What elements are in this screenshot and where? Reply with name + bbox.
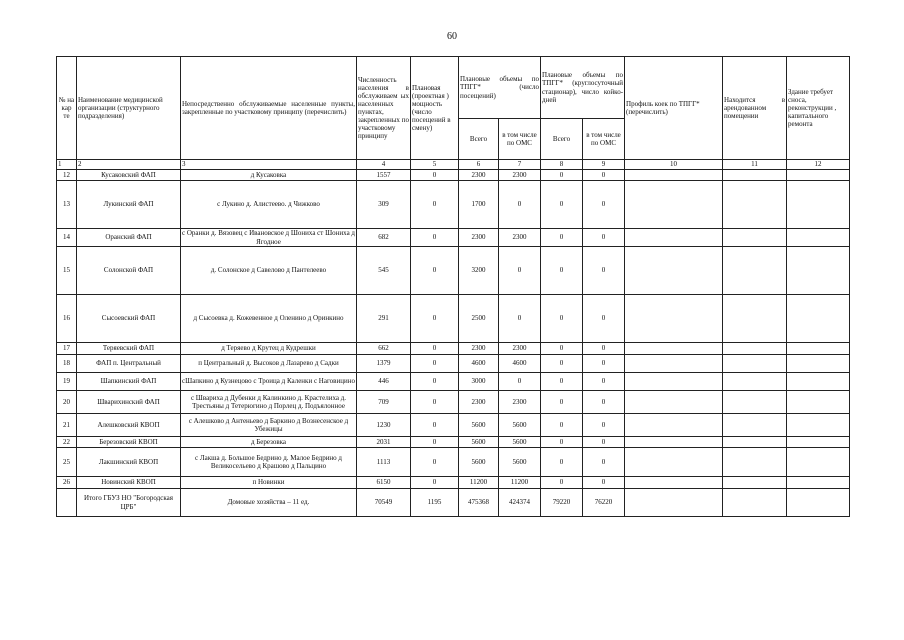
visits-oms: 2300 bbox=[499, 391, 541, 414]
building-condition bbox=[787, 247, 850, 295]
beds-oms: 0 bbox=[583, 477, 625, 489]
visits-oms: 0 bbox=[499, 373, 541, 391]
beds-total: 0 bbox=[541, 229, 583, 247]
beds-total: 0 bbox=[541, 355, 583, 373]
table-row bbox=[57, 343, 850, 355]
beds-oms: 0 bbox=[583, 343, 625, 355]
beds-oms: 0 bbox=[583, 170, 625, 181]
column-number: 10 bbox=[625, 160, 723, 170]
total-points: Домовые хозяйства – 11 ед. bbox=[181, 489, 357, 517]
visits-oms: 2300 bbox=[499, 170, 541, 181]
table-row bbox=[57, 355, 850, 373]
row-number: 26 bbox=[57, 477, 77, 489]
capacity: 0 bbox=[411, 391, 459, 414]
header-building-condition: Здание требует сноса, реконструкции , капитального ремонта bbox=[787, 57, 850, 160]
organization-name: Шапкинский ФАП bbox=[77, 373, 181, 391]
row-number: 21 bbox=[57, 414, 77, 437]
header-number: № на кар те bbox=[57, 57, 77, 160]
settlements: с Лакша д. Большое Бедрино д. Малое Бедрино д Великосельево д Крашово д Пальцино bbox=[181, 448, 357, 477]
beds-total: 0 bbox=[541, 391, 583, 414]
header-planned-bed-days: Плановые объемы по ТПГГ* (круглосуточный стационар), число койко-дней bbox=[541, 57, 625, 119]
visits-total: 1700 bbox=[459, 181, 499, 229]
visits-total: 5600 bbox=[459, 448, 499, 477]
total-row bbox=[57, 489, 850, 517]
beds-oms: 0 bbox=[583, 181, 625, 229]
header-beds-total: Всего bbox=[541, 119, 583, 160]
population: 446 bbox=[357, 373, 411, 391]
row-number: 19 bbox=[57, 373, 77, 391]
column-number: 9 bbox=[583, 160, 625, 170]
table-row bbox=[57, 247, 850, 295]
table-row bbox=[57, 229, 850, 247]
beds-total: 0 bbox=[541, 170, 583, 181]
column-number: 2 bbox=[77, 160, 181, 170]
row-number: 14 bbox=[57, 229, 77, 247]
visits-oms: 0 bbox=[499, 247, 541, 295]
organization-name: Лукинский ФАП bbox=[77, 181, 181, 229]
bed-profile bbox=[625, 295, 723, 343]
row-number: 13 bbox=[57, 181, 77, 229]
organization-name: Солонской ФАП bbox=[77, 247, 181, 295]
table-row bbox=[57, 181, 850, 229]
row-number: 20 bbox=[57, 391, 77, 414]
column-number: 7 bbox=[499, 160, 541, 170]
capacity: 0 bbox=[411, 437, 459, 448]
visits-oms: 4600 bbox=[499, 355, 541, 373]
header-beds-oms: в том числе по ОМС bbox=[583, 119, 625, 160]
beds-total: 0 bbox=[541, 343, 583, 355]
visits-total: 3200 bbox=[459, 247, 499, 295]
table-row bbox=[57, 170, 850, 181]
bed-profile bbox=[625, 448, 723, 477]
rented-premises bbox=[723, 181, 787, 229]
total-visits-oms: 424374 bbox=[499, 489, 541, 517]
header-organization: Наименование медицинской организации (структурного подразделения) bbox=[77, 57, 181, 160]
total-rented-premises bbox=[723, 489, 787, 517]
header-population: Численность населения в обслуживаем ых населенных пунктах, закрепленных по участковому принципу bbox=[357, 57, 411, 160]
organization-name: Березовский КВОП bbox=[77, 437, 181, 448]
visits-oms: 5600 bbox=[499, 414, 541, 437]
beds-oms: 0 bbox=[583, 448, 625, 477]
beds-oms: 0 bbox=[583, 414, 625, 437]
population: 291 bbox=[357, 295, 411, 343]
visits-total: 5600 bbox=[459, 437, 499, 448]
rented-premises bbox=[723, 343, 787, 355]
building-condition bbox=[787, 448, 850, 477]
beds-total: 0 bbox=[541, 373, 583, 391]
column-number: 4 bbox=[357, 160, 411, 170]
beds-oms: 0 bbox=[583, 355, 625, 373]
bed-profile bbox=[625, 170, 723, 181]
beds-total: 0 bbox=[541, 448, 583, 477]
building-condition bbox=[787, 229, 850, 247]
visits-oms: 5600 bbox=[499, 437, 541, 448]
column-number: 11 bbox=[723, 160, 787, 170]
organization-name: ФАП п. Центральный bbox=[77, 355, 181, 373]
beds-total: 0 bbox=[541, 247, 583, 295]
visits-total: 5600 bbox=[459, 414, 499, 437]
visits-total: 2300 bbox=[459, 343, 499, 355]
visits-oms: 5600 bbox=[499, 448, 541, 477]
settlements: с Оранки д. Вязовец с Ивановское д Шониха ст Шониха д Ягодное bbox=[182, 229, 355, 246]
organization-name: Алешковский КВОП bbox=[77, 414, 181, 437]
column-number: 1 bbox=[57, 160, 77, 170]
column-number: 3 bbox=[181, 160, 357, 170]
table-row bbox=[57, 391, 850, 414]
beds-oms: 0 bbox=[583, 295, 625, 343]
row-number: 25 bbox=[57, 448, 77, 477]
building-condition bbox=[787, 343, 850, 355]
total-row-number bbox=[57, 489, 77, 517]
capacity: 0 bbox=[411, 477, 459, 489]
settlements: д Кусаковка bbox=[181, 170, 357, 181]
visits-total: 3000 bbox=[459, 373, 499, 391]
row-number: 22 bbox=[57, 437, 77, 448]
rented-premises bbox=[723, 373, 787, 391]
rented-premises bbox=[723, 448, 787, 477]
column-number: 8 bbox=[541, 160, 583, 170]
header-capacity: Плановая (проектная ) мощность (число посещений в смену) bbox=[411, 57, 459, 160]
rented-premises bbox=[723, 437, 787, 448]
organization-name: Оранский ФАП bbox=[77, 229, 181, 247]
beds-oms: 0 bbox=[583, 391, 625, 414]
population: 309 bbox=[357, 181, 411, 229]
population: 545 bbox=[357, 247, 411, 295]
beds-total: 0 bbox=[541, 295, 583, 343]
bed-profile bbox=[625, 373, 723, 391]
facilities-table bbox=[56, 56, 850, 517]
header-rented-premises: Находится в арендованном помещении bbox=[723, 57, 787, 160]
organization-name: Кусаковский ФАП bbox=[77, 170, 181, 181]
beds-total: 0 bbox=[541, 414, 583, 437]
population: 662 bbox=[357, 343, 411, 355]
bed-profile bbox=[625, 355, 723, 373]
population: 6150 bbox=[357, 477, 411, 489]
beds-oms: 0 bbox=[583, 229, 625, 247]
table-row bbox=[57, 373, 850, 391]
column-number: 5 bbox=[411, 160, 459, 170]
total-population: 70549 bbox=[357, 489, 411, 517]
capacity: 0 bbox=[411, 247, 459, 295]
bed-profile bbox=[625, 391, 723, 414]
building-condition bbox=[787, 373, 850, 391]
rented-premises bbox=[723, 355, 787, 373]
column-number: 12 bbox=[787, 160, 850, 170]
visits-oms: 0 bbox=[499, 295, 541, 343]
building-condition bbox=[787, 414, 850, 437]
capacity: 0 bbox=[411, 373, 459, 391]
population: 1379 bbox=[357, 355, 411, 373]
rented-premises bbox=[723, 391, 787, 414]
row-number: 12 bbox=[57, 170, 77, 181]
capacity: 0 bbox=[411, 448, 459, 477]
rented-premises bbox=[723, 229, 787, 247]
total-bed-profile bbox=[625, 489, 723, 517]
header-visits-total: Всего bbox=[459, 119, 499, 160]
building-condition bbox=[787, 477, 850, 489]
population: 1557 bbox=[357, 170, 411, 181]
visits-total: 2300 bbox=[459, 391, 499, 414]
building-condition bbox=[787, 391, 850, 414]
beds-total: 0 bbox=[541, 181, 583, 229]
capacity: 0 bbox=[411, 414, 459, 437]
table-row bbox=[57, 448, 850, 477]
rented-premises bbox=[723, 170, 787, 181]
building-condition bbox=[787, 170, 850, 181]
table-row bbox=[57, 295, 850, 343]
capacity: 0 bbox=[411, 181, 459, 229]
table-row bbox=[57, 414, 850, 437]
bed-profile bbox=[625, 414, 723, 437]
settlements: п Новинки bbox=[181, 477, 357, 489]
population: 1113 bbox=[357, 448, 411, 477]
building-condition bbox=[787, 295, 850, 343]
beds-oms: 0 bbox=[583, 437, 625, 448]
organization-name: Новинский КВОП bbox=[77, 477, 181, 489]
population: 1230 bbox=[357, 414, 411, 437]
capacity: 0 bbox=[411, 170, 459, 181]
visits-total: 4600 bbox=[459, 355, 499, 373]
beds-total: 0 bbox=[541, 477, 583, 489]
capacity: 0 bbox=[411, 355, 459, 373]
rented-premises bbox=[723, 414, 787, 437]
visits-oms: 0 bbox=[499, 181, 541, 229]
visits-total: 11200 bbox=[459, 477, 499, 489]
beds-oms: 0 bbox=[583, 247, 625, 295]
settlements: с Лукино д. Алистеево. д Чижково bbox=[181, 181, 357, 229]
total-beds-oms: 76220 bbox=[583, 489, 625, 517]
organization-name: Лакшинский КВОП bbox=[77, 448, 181, 477]
settlements: д. Солонское д Савелово д Пантелеево bbox=[181, 247, 357, 295]
capacity: 0 bbox=[411, 295, 459, 343]
total-name: Итого ГБУЗ НО "Богородская ЦРБ" bbox=[77, 489, 181, 517]
bed-profile bbox=[625, 477, 723, 489]
visits-total: 2300 bbox=[459, 229, 499, 247]
header-bed-profile: Профиль коек по ТПГГ* (перечислить) bbox=[625, 57, 723, 160]
building-condition bbox=[787, 437, 850, 448]
visits-oms: 2300 bbox=[499, 343, 541, 355]
settlements: сШапкино д Кузнецово с Троица д Каленки с Наговицино bbox=[181, 373, 357, 391]
table-row bbox=[57, 437, 850, 448]
settlements: д Сысоевка д. Кожевенное д Оленино д Оринкино bbox=[181, 295, 357, 343]
total-visits: 475368 bbox=[459, 489, 499, 517]
bed-profile bbox=[625, 343, 723, 355]
column-number: 6 bbox=[459, 160, 499, 170]
organization-name: Теряевский ФАП bbox=[77, 343, 181, 355]
population: 682 bbox=[357, 229, 411, 247]
population: 709 bbox=[357, 391, 411, 414]
row-number: 18 bbox=[57, 355, 77, 373]
total-capacity: 1195 bbox=[411, 489, 459, 517]
organization-name: Шварихинский ФАП bbox=[77, 391, 181, 414]
header-planned-visits: Плановые объемы по ТПГГ* (число посещений) bbox=[459, 57, 541, 119]
settlements: д Теряево д Крутец д Кудрешки bbox=[181, 343, 357, 355]
table-row bbox=[57, 477, 850, 489]
table-body bbox=[57, 170, 850, 517]
row-number: 17 bbox=[57, 343, 77, 355]
total-beds: 79220 bbox=[541, 489, 583, 517]
beds-total: 0 bbox=[541, 437, 583, 448]
total-building-condition bbox=[787, 489, 850, 517]
header-visits-oms: в том числе по ОМС bbox=[499, 119, 541, 160]
settlements: с Алешково д Антеньево д Баркино д Вознесенское д Убежицы bbox=[181, 414, 357, 437]
settlements: п Центральный д. Высоков д Лазарево д Садки bbox=[181, 355, 357, 373]
column-number-row bbox=[57, 160, 850, 170]
bed-profile bbox=[625, 247, 723, 295]
bed-profile bbox=[625, 437, 723, 448]
capacity: 0 bbox=[411, 229, 459, 247]
page-number: 60 bbox=[447, 31, 457, 42]
organization-name: Сысоевский ФАП bbox=[77, 295, 181, 343]
beds-oms: 0 bbox=[583, 373, 625, 391]
header-settlements: Непосредственно обслуживаемые населенные пункты, закрепленные по участковому принципу (перечислить) bbox=[181, 57, 357, 160]
bed-profile bbox=[625, 181, 723, 229]
building-condition bbox=[787, 181, 850, 229]
settlements: д Березовка bbox=[181, 437, 357, 448]
visits-total: 2500 bbox=[459, 295, 499, 343]
rented-premises bbox=[723, 295, 787, 343]
settlements: с Швариха д Дубенки д Калинкино д. Крастелиха д. Трестьяны д Тетерюгино д Порлец д. Подъялонное bbox=[181, 391, 357, 414]
visits-oms: 2300 bbox=[499, 229, 541, 247]
building-condition bbox=[787, 355, 850, 373]
capacity: 0 bbox=[411, 343, 459, 355]
visits-oms: 11200 bbox=[499, 477, 541, 489]
bed-profile bbox=[625, 229, 723, 247]
row-number: 16 bbox=[57, 295, 77, 343]
visits-total: 2300 bbox=[459, 170, 499, 181]
population: 2031 bbox=[357, 437, 411, 448]
rented-premises bbox=[723, 477, 787, 489]
row-number: 15 bbox=[57, 247, 77, 295]
rented-premises bbox=[723, 247, 787, 295]
